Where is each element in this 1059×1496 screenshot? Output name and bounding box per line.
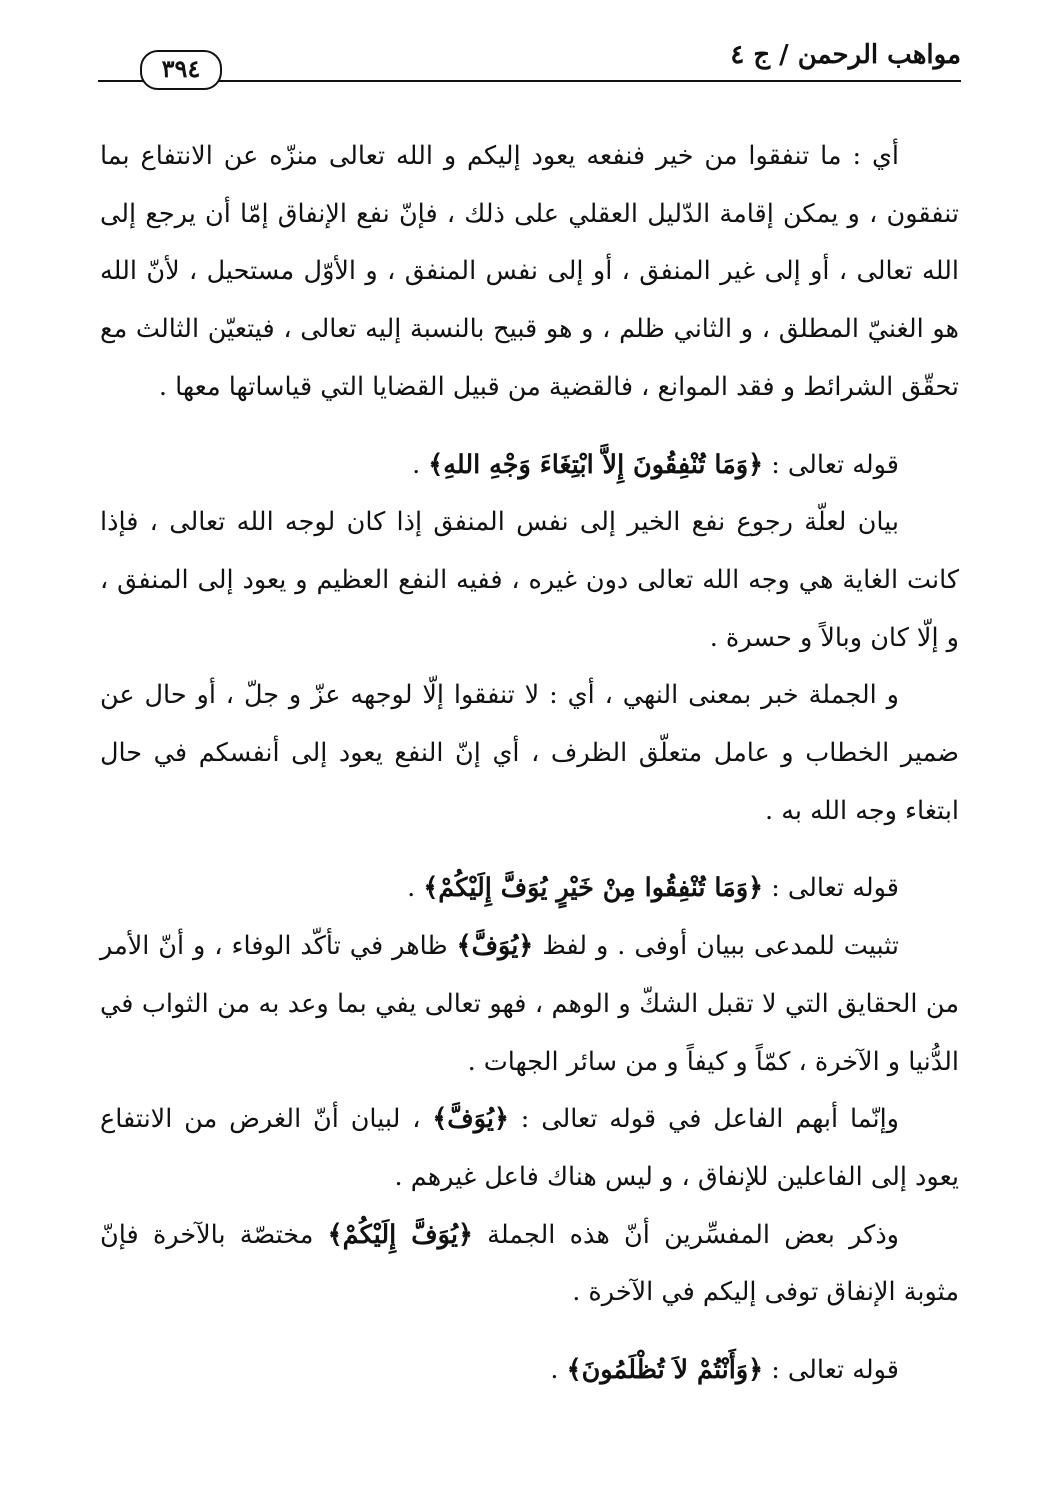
- paragraph-text: وذكر بعض المفسِّرين أنّ هذه الجملة: [472, 1219, 899, 1250]
- paragraph: [100, 860, 959, 918]
- paragraph: [100, 437, 959, 495]
- book-title: مواهب الرحمن / ج ٤: [730, 40, 961, 70]
- paragraph-text: ، لبيان أنّ الغرض من الانتفاع يعود إلى الفاعلين للإنفاق ، و ليس هناك فاعل غيرهم .: [100, 1104, 959, 1192]
- paragraph: [100, 1207, 959, 1322]
- page-number: ٣٩٤: [140, 50, 222, 90]
- paragraph: [100, 918, 959, 1091]
- quran-verse: ﴿وَمَا تُنْفِقُوا مِنْ خَيْرٍ يُوَفَّ إِلَيْكُمْ﴾: [423, 873, 764, 904]
- quran-verse: ﴿وَأَنْتُمْ لاَ تُظْلَمُونَ﴾: [566, 1355, 764, 1386]
- header-rule: [98, 80, 961, 82]
- paragraph-text: مختصّة بالآخرة فإنّ مثوبة الإنفاق توفى إليكم في الآخرة .: [100, 1219, 959, 1308]
- page-body: [100, 128, 959, 1400]
- page-header: [98, 36, 961, 86]
- paragraph-text: ظاهر في تأكّد الوفاء ، و أنّ الأمر من الحقايق التي لا تقبل الشكّ و الوهم ، فهو تعالى يفي بما وعد به من الثواب في الدُّنيا و الآخرة ، كمّاً و كيفاً و من سائر الجهات .: [100, 931, 959, 1077]
- paragraph-text: .: [550, 1355, 567, 1386]
- paragraph-text: تثبيت للمدعى ببيان أوفى . و لفظ: [533, 931, 900, 962]
- paragraph-text: وإنّما أبهم الفاعل في قوله تعالى :: [508, 1104, 899, 1135]
- quran-verse: ﴿يُوَفَّ إِلَيْكُمْ﴾: [327, 1219, 473, 1250]
- paragraph-text: قوله تعالى :: [763, 449, 899, 480]
- paragraph-text: بيان لعلّة رجوع نفع الخير إلى نفس المنفق إذا كان لوجه الله تعالى ، فإذا كانت الغاية هي وجه الله تعالى دون غيره ، ففيه النفع العظيم و يعود إلى المنفق ، و إلّا كان وبالاً و حسرة .: [100, 507, 959, 653]
- paragraph: [100, 1342, 959, 1400]
- paragraph-text: قوله تعالى :: [763, 1355, 899, 1386]
- paragraph-text: .: [407, 873, 424, 904]
- quran-verse: ﴿يُوَفَّ﴾: [456, 931, 534, 962]
- quran-verse: ﴿يُوَفَّ﴾: [432, 1104, 509, 1135]
- paragraph-text: و الجملة خبر بمعنى النهي ، أي : لا تنفقوا إلّا لوجهه عزّ و جلّ ، أو حال عن ضمير الخطاب و عامل متعلّق الظرف ، أي إنّ النفع يعود إلى أنفسكم في حال ابتغاء وجه الله به .: [100, 680, 959, 826]
- paragraph: [100, 128, 959, 417]
- paragraph: [100, 1091, 959, 1206]
- quran-verse: ﴿وَمَا تُنْفِقُونَ إِلاَّ ابْتِغَاءَ وَجْهِ اللهِ﴾: [428, 449, 764, 480]
- paragraph-text: قوله تعالى :: [763, 873, 899, 904]
- paragraph: [100, 667, 959, 840]
- paragraph-text: .: [412, 449, 429, 480]
- paragraph-text: أي : ما تنفقوا من خير فنفعه يعود إليكم و الله تعالى منزّه عن الانتفاع بما تنفقون ، و يمكن إقامة الدّليل العقلي على ذلك ، فإنّ نفع الإنفاق إمّا أن يرجع إلى الله تعالى ، أو إلى غير المنفق ، أو إلى نفس المنفق ، و الأوّل مستحيل ، لأنّ الله هو الغنيّ المطلق ، و الثاني ظلم ، و هو قبيح بالنسبة إليه تعالى ، فيتعيّن الثالث مع تحقّق الشرائط و فقد الموانع ، فالقضية من قبيل القضايا التي قياساتها معها .: [100, 141, 959, 402]
- paragraph: [100, 494, 959, 667]
